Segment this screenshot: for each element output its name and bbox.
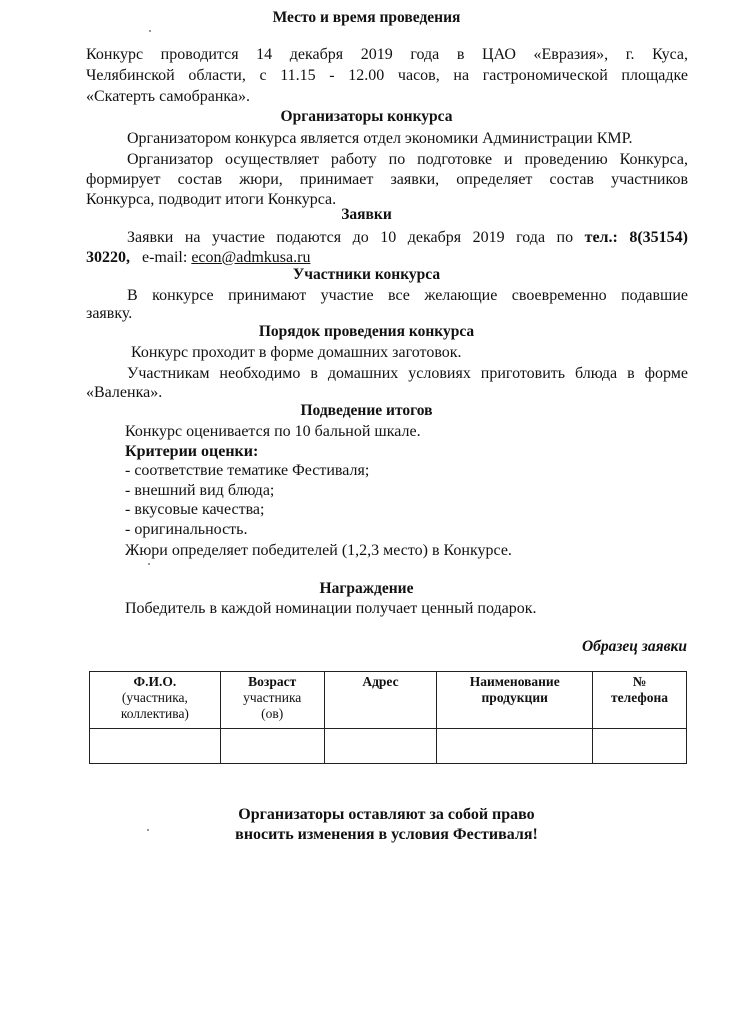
section-title-procedure: Порядок проведения конкурса bbox=[258, 323, 475, 340]
organizers-line-1: Организатором конкурса является отдел экономики Администрации КМР. bbox=[127, 130, 633, 147]
cell-phone[interactable] bbox=[593, 729, 687, 764]
table-header-row bbox=[90, 672, 687, 729]
organizers-line-2: Организатор осуществляет работу по подготовке и проведению Конкурса, bbox=[127, 151, 688, 168]
scan-speck bbox=[148, 563, 150, 565]
procedure-line-1: Конкурс проходит в форме домашних заготовок. bbox=[131, 344, 462, 361]
footer-line-2: вносить изменения в условия Фестиваля! bbox=[235, 826, 538, 843]
procedure-line-3: «Валенка». bbox=[86, 384, 163, 401]
table-row bbox=[90, 729, 687, 764]
header-product-title-1: Наименование bbox=[469, 674, 560, 689]
section-title-place-time: Место и время проведения bbox=[272, 9, 461, 26]
header-product bbox=[437, 672, 593, 729]
participants-line-2: заявку. bbox=[86, 305, 133, 322]
header-phone bbox=[593, 672, 687, 729]
procedure-line-2: Участникам необходимо в домашних условиях приготовить блюда в форме bbox=[127, 365, 688, 382]
place-time-line-1: Конкурс проводится 14 декабря 2019 года в ЦАО «Евразия», г. Куса, bbox=[86, 46, 688, 63]
cell-product[interactable] bbox=[437, 729, 593, 764]
scan-speck bbox=[147, 829, 149, 831]
applications-line-1 bbox=[127, 227, 688, 248]
criteria-item-1: - соответствие тематике Фестиваля; bbox=[125, 462, 370, 479]
email-label: e-mail: bbox=[142, 249, 188, 266]
header-name bbox=[90, 672, 221, 729]
section-title-applications: Заявки bbox=[341, 206, 392, 223]
phone-label: тел.: 8(35154) bbox=[584, 229, 689, 246]
scan-speck bbox=[149, 30, 151, 32]
header-age-title: Возраст bbox=[248, 674, 297, 689]
header-phone-title-2: телефона bbox=[611, 690, 669, 705]
header-name-sub-2: коллектива) bbox=[120, 706, 189, 721]
header-address bbox=[324, 672, 437, 729]
cell-address[interactable] bbox=[324, 729, 437, 764]
criteria-item-3: - вкусовые качества; bbox=[125, 501, 265, 518]
header-age-sub-1: участника bbox=[243, 690, 302, 705]
organizers-line-3: формирует состав жюри, принимает заявки, определяет состав участников bbox=[86, 171, 688, 188]
place-time-line-2: Челябинской области, с 11.15 - 12.00 часов, на гастрономической площадке bbox=[86, 67, 688, 84]
header-name-title: Ф.И.О. bbox=[133, 674, 177, 689]
section-title-awards: Награждение bbox=[319, 580, 414, 597]
cell-name[interactable] bbox=[90, 729, 221, 764]
cell-age[interactable] bbox=[220, 729, 324, 764]
participants-line-1: В конкурсе принимают участие все желающие своевременно подавшие bbox=[127, 287, 688, 304]
applications-text: Заявки на участие подаются до 10 декабря 2019 года по bbox=[127, 229, 574, 246]
awards-line-1: Победитель в каждой номинации получает ценный подарок. bbox=[125, 600, 537, 617]
place-time-line-3: «Скатерть самобранка». bbox=[86, 88, 251, 105]
footer-line-1: Организаторы оставляют за собой право bbox=[238, 806, 535, 823]
header-age-sub-2: (ов) bbox=[261, 706, 284, 721]
section-title-organizers: Организаторы конкурса bbox=[280, 108, 453, 125]
results-line-1: Конкурс оценивается по 10 бальной шкале. bbox=[125, 423, 421, 440]
header-product-title-2: продукции bbox=[481, 690, 548, 705]
application-form-table bbox=[89, 671, 687, 764]
form-sample-title: Образец заявки bbox=[581, 638, 687, 655]
phone-number-tail: 30220, bbox=[86, 249, 130, 266]
email-link[interactable]: econ@admkusa.ru bbox=[191, 249, 311, 266]
applications-line-2 bbox=[86, 247, 310, 268]
results-line-2: Жюри определяет победителей (1,2,3 место) в Конкурсе. bbox=[125, 542, 512, 559]
criteria-item-2: - внешний вид блюда; bbox=[125, 482, 275, 499]
criteria-title: Критерии оценки: bbox=[125, 443, 259, 460]
header-age bbox=[220, 672, 324, 729]
organizers-line-4: Конкурса, подводит итоги Конкурса. bbox=[86, 191, 337, 208]
section-title-participants: Участники конкурса bbox=[292, 266, 441, 283]
criteria-item-4: - оригинальность. bbox=[125, 521, 248, 538]
section-title-results: Подведение итогов bbox=[300, 402, 433, 419]
header-name-sub-1: (участника, bbox=[121, 690, 188, 705]
header-phone-title-1: № bbox=[632, 674, 647, 689]
header-address-title: Адрес bbox=[362, 674, 399, 689]
